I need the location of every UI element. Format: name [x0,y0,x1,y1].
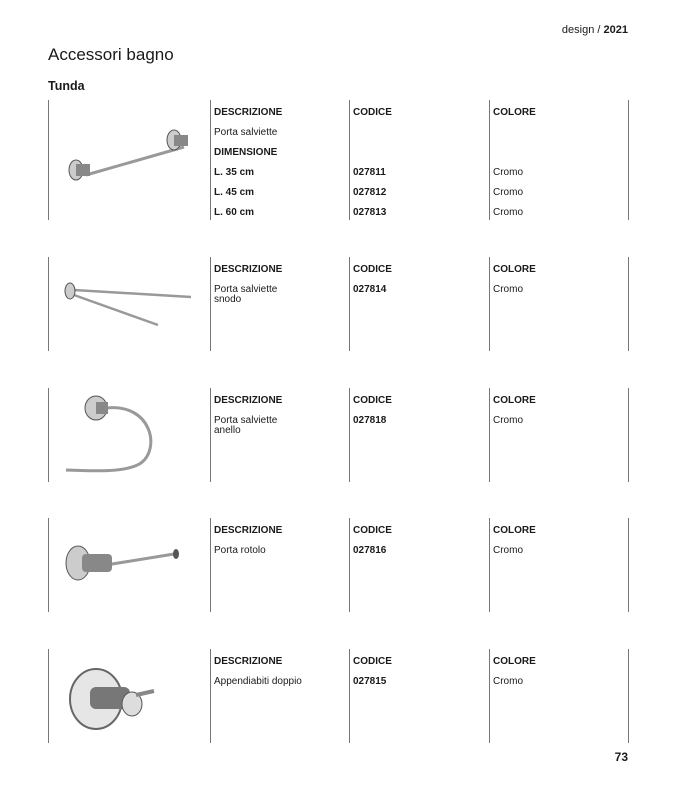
product-toilet-roll-holder: DESCRIZIONE Porta rotolo CODICE 027816 COLORE Cromo [48,518,629,612]
towel-ring-image [56,388,206,482]
product-towel-ring: DESCRIZIONE Porta salviette anello CODICE 027818 COLORE Cromo [48,388,629,482]
page-number: 73 [614,750,628,764]
towel-bar-image [56,100,206,220]
product-double-hook: DESCRIZIONE Appendiabiti doppio CODICE 027815 COLORE Cromo [48,649,629,743]
product-swivel-towel-holder: DESCRIZIONE Porta salviette snodo CODICE 027814 COLORE Cromo [48,257,629,351]
series-title: Tunda [48,79,85,93]
toilet-roll-holder-image [56,518,206,612]
page-header: design / 2021 [561,24,628,36]
page-title: Accessori bagno [48,45,174,64]
swivel-towel-holder-image [56,257,206,351]
product-towel-bar: DESCRIZIONE Porta salviette DIMENSIONE L. 35 cm L. 45 cm L. 60 cm CODICE 027811 027812 027813 COLORE Cromo Cromo Cromo [48,100,629,220]
double-hook-image [56,649,206,743]
